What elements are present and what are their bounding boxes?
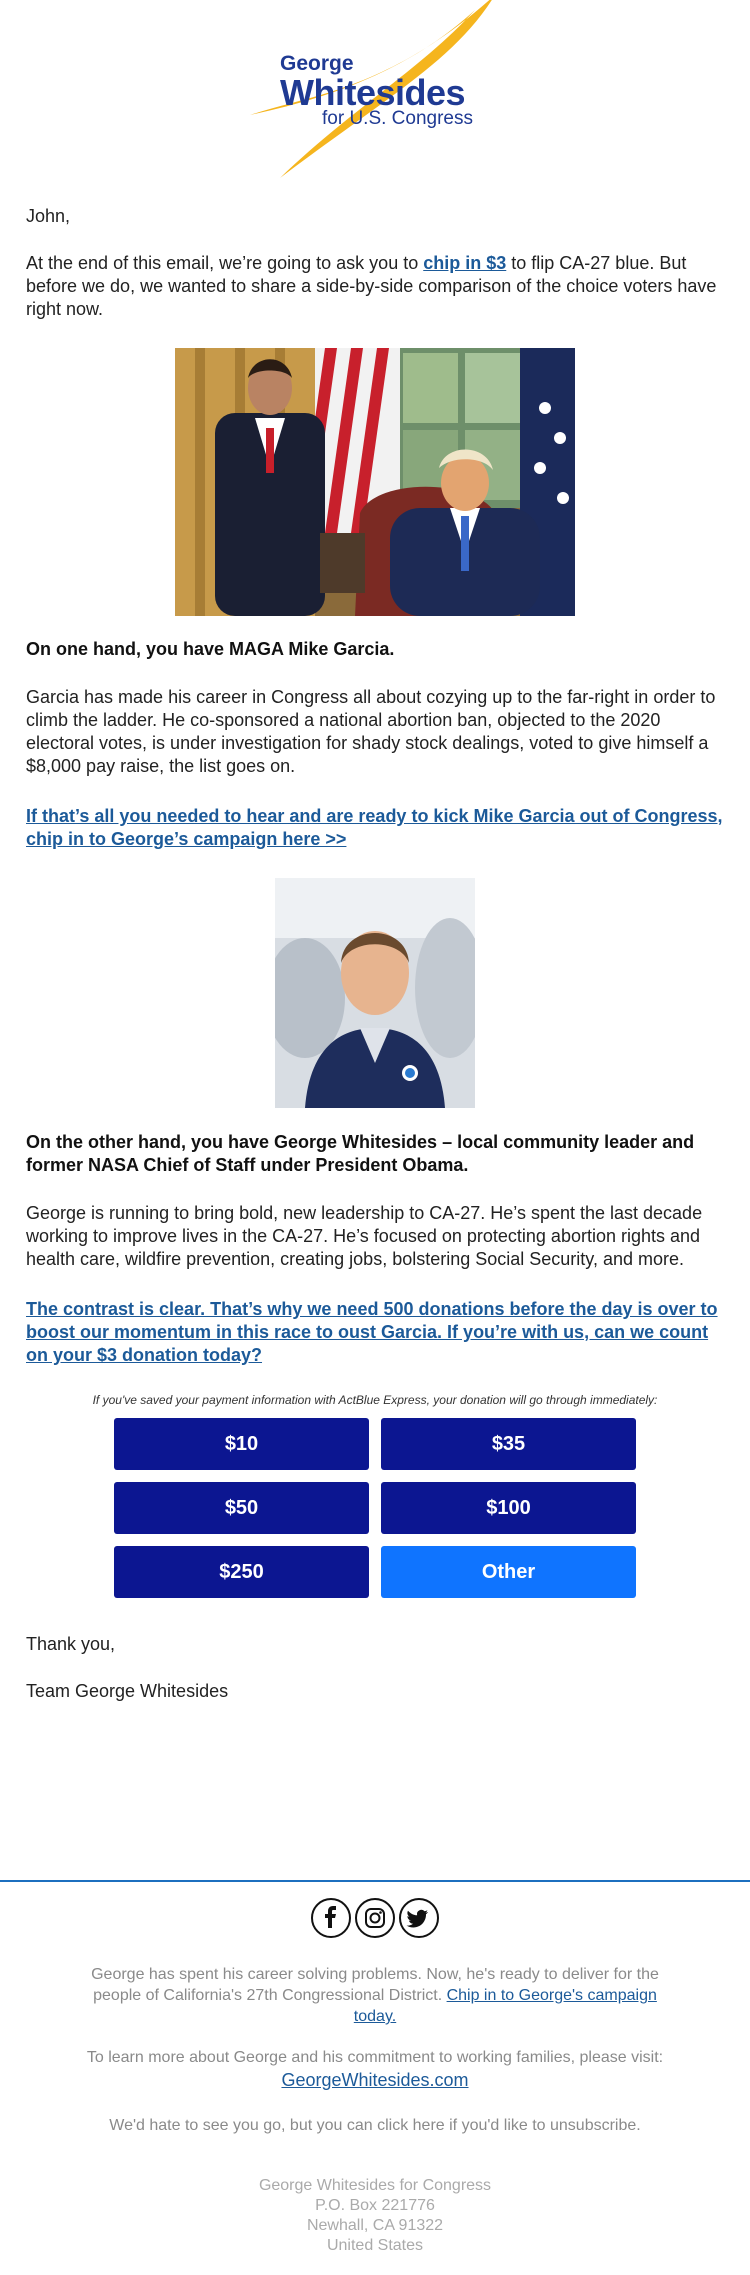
garcia-body: Garcia has made his career in Congress all about cozying up to the far-right in order to climb the ladder. He co-sponsored a national abortion ban, objected to the 2020 electoral votes, is under investigation for shady stock dealings, voted to give himself a $8,000 pay raise, the list goes on. — [26, 687, 716, 776]
donate-100-button[interactable]: $100 — [381, 1482, 636, 1534]
closing-thanks: Thank you, — [26, 1634, 116, 1654]
footer-address-line-3: Newhall, CA 91322 — [306, 2217, 444, 2234]
intro-text-after: to flip CA-27 blue. But before we do, we wanted to share a side-by-side comparison of the choice voters have right now. — [26, 253, 717, 319]
facebook-icon[interactable] — [311, 1898, 351, 1938]
logo-tagline: for U.S. Congress — [322, 108, 473, 129]
george-body: George is running to bring bold, new leadership to CA-27. He’s spent the last decade working to improve lives in the CA-27. He’s focused on protecting abortion rights and health care, wildfire prevention, creating jobs, bolstering Social Security, and more. — [26, 1203, 703, 1269]
garcia-trump-photo — [175, 348, 575, 616]
footer-blurb — [80, 1964, 670, 2027]
intro-text-before: At the end of this email, we’re going to ask you to — [26, 253, 424, 273]
footer-site-link-wrap — [80, 2068, 670, 2092]
intro-paragraph — [26, 252, 724, 321]
footer-address-line-1: George Whitesides for Congress — [258, 2177, 492, 2194]
footer-divider — [0, 1880, 750, 1882]
greeting: John, — [26, 206, 71, 226]
logo-first-name: George — [280, 52, 354, 75]
chip-in-link[interactable]: chip in $3 — [423, 253, 507, 273]
footer-learn-more: To learn more about George and his commitment to working families, please visit: — [86, 2049, 664, 2066]
footer-chip-in-link[interactable]: Chip in to George's campaign today. — [353, 1987, 657, 2025]
garcia-cta-link[interactable]: If that’s all you needed to hear and are ready to kick Mike Garcia out of Congress, chip in to George’s campaign here >> — [26, 806, 723, 849]
twitter-icon[interactable] — [399, 1898, 439, 1938]
george-heading: On the other hand, you have George Whitesides – local community leader and former NASA Chief of Staff under President Obama. — [26, 1132, 695, 1175]
actblue-express-note: If you've saved your payment information with ActBlue Express, your donation will go through immediately: — [92, 1393, 658, 1407]
garcia-heading: On one hand, you have MAGA Mike Garcia. — [26, 639, 395, 659]
campaign-logo — [240, 0, 510, 180]
donate-10-button[interactable]: $10 — [114, 1418, 369, 1470]
donate-250-button[interactable]: $250 — [114, 1546, 369, 1598]
donate-other-button[interactable]: Other — [381, 1546, 636, 1598]
logo-last-name: Whitesides — [280, 72, 466, 113]
whitesides-photo — [275, 878, 475, 1108]
footer-site-link[interactable]: GeorgeWhitesides.com — [281, 2070, 469, 2090]
donate-50-button[interactable]: $50 — [114, 1482, 369, 1534]
footer-address-line-4: United States — [326, 2237, 424, 2254]
instagram-icon[interactable] — [355, 1898, 395, 1938]
closing-signoff: Team George Whitesides — [26, 1681, 229, 1701]
footer-address-line-2: P.O. Box 221776 — [315, 2197, 435, 2214]
footer-blurb-text: George has spent his career solving problems. Now, he's ready to deliver for the people of California's 27th Congressional District. — [91, 1966, 659, 2004]
footer-unsubscribe[interactable]: We'd hate to see you go, but you can click here if you'd like to unsubscribe. — [109, 2117, 641, 2134]
donate-35-button[interactable]: $35 — [381, 1418, 636, 1470]
george-cta-link[interactable]: The contrast is clear. That’s why we need 500 donations before the day is over to boost our momentum in this race to oust Garcia. If you’re with us, can we count on your $3 donation today? — [26, 1299, 718, 1365]
